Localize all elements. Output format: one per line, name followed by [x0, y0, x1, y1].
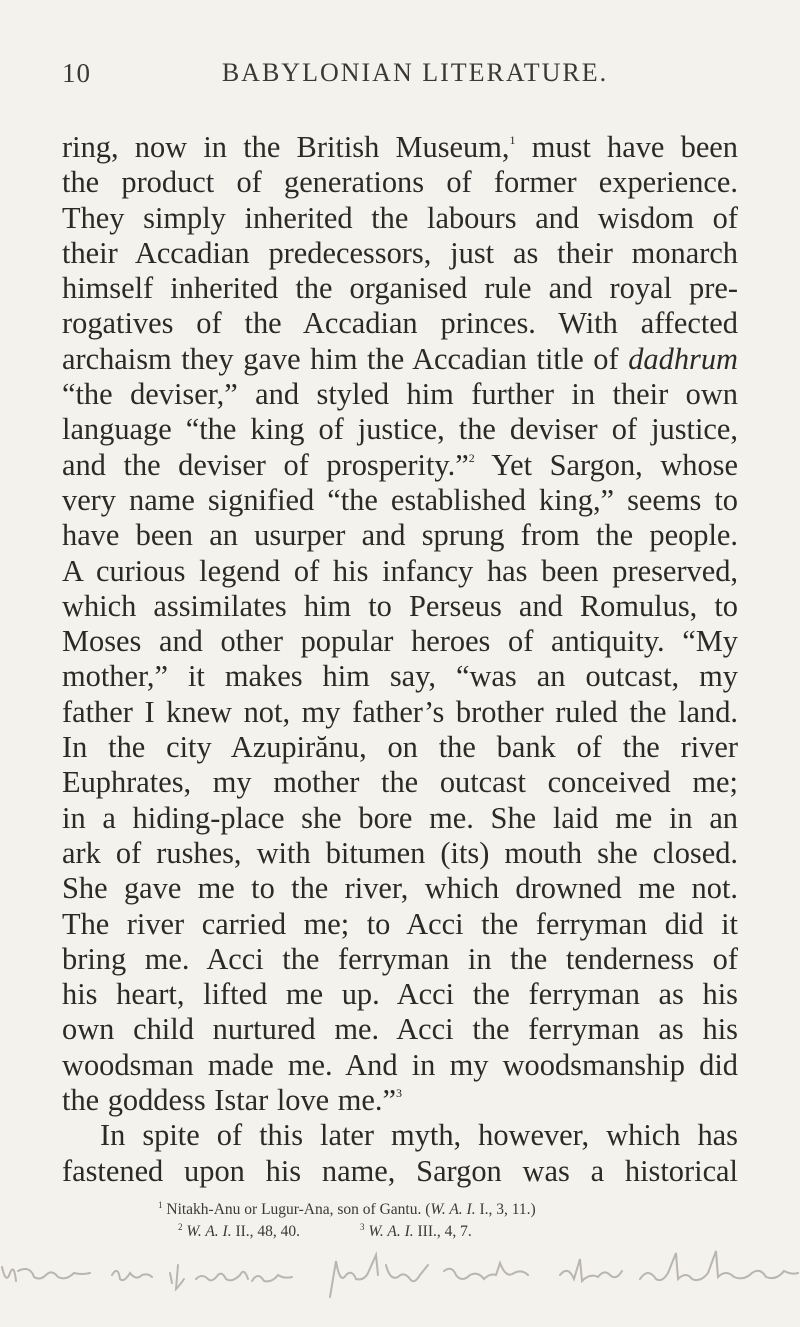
text-line-8: “the deviser,” and styled him further in their own: [62, 377, 738, 412]
text-line-30: fastened upon his name, Sargon was a historical: [62, 1153, 738, 1188]
text-line-27: woodsman made me. And in my woodsmanship did: [62, 1047, 738, 1082]
footnote-2: $^2$ W. A. I. II., 48, 40.: [178, 1222, 301, 1240]
footnote-1: $^1$ Nitakh-Anu or Lugur-Ana, son of Gantu. (W. A. I. I., 3, 11.): [158, 1200, 536, 1218]
text-line-16: mother,” it makes him say, “was an outcast, my: [62, 659, 738, 694]
text-line-7: archaism they gave him the Accadian title of dadhrum: [62, 341, 738, 376]
text-line-17: father I knew not, my father’s brother ruled the land.: [62, 694, 738, 729]
text-line-4: their Accadian predecessors, just as their monarch: [62, 235, 738, 270]
text-line-2: the product of generations of former experience.: [62, 165, 738, 200]
running-head: BABYLONIAN LITERATURE.: [221, 58, 609, 87]
italic-term: dadhrum: [628, 341, 738, 376]
text-line-12: have been an usurper and sprung from the people.: [62, 518, 738, 553]
body-text: [62, 130, 738, 1189]
text-line-11: very name signified “the established king,” seems to: [62, 482, 738, 517]
text-line-10: and the deviser of prosperity.”$^2$ Yet Sargon, whose: [62, 447, 738, 482]
text-line-26: own child nurtured me. Acci the ferryman as his: [62, 1012, 738, 1047]
footnote-ref-2: 2: [468, 450, 475, 465]
handwritten-signature: [0, 1245, 800, 1305]
text-line-19: Euphrates, my mother the outcast conceived me;: [62, 765, 738, 800]
text-line-22: She gave me to the river, which drowned me not.: [62, 871, 738, 906]
text-line-18: In the city Azupirănu, on the bank of the river: [62, 730, 738, 765]
page-number: 10: [62, 58, 91, 88]
footnote-ref-3: 3: [395, 1086, 402, 1101]
text-line-5: himself inherited the organised rule and royal pre-: [62, 271, 738, 306]
text-line-20: in a hiding-place she bore me. She laid me in an: [62, 800, 738, 835]
page-header: [62, 58, 738, 98]
text-line-21: ark of rushes, with bitumen (its) mouth she closed.: [62, 835, 738, 870]
text-line-6: rogatives of the Accadian princes. With affected: [62, 306, 738, 341]
text-line-23: The river carried me; to Acci the ferryman did it: [62, 906, 738, 941]
footnote-ref-1: 1: [509, 133, 516, 147]
text-line-14: which assimilates him to Perseus and Romulus, to: [62, 588, 738, 623]
text-line-25: his heart, lifted me up. Acci the ferryman as his: [62, 977, 738, 1012]
text-line-15: Moses and other popular heroes of antiquity. “My: [62, 624, 738, 659]
text-line-29: In spite of this later myth, however, which has: [100, 1118, 738, 1153]
text-line-9: language “the king of justice, the deviser of justice,: [62, 412, 738, 447]
footnote-3: $^3$ W. A. I. III., 4, 7.: [360, 1222, 472, 1240]
text-line-28: the goddess Istar love me.”$^3$: [62, 1083, 402, 1118]
footnotes: [62, 1199, 738, 1243]
signature-scrawl: [0, 1245, 800, 1305]
text-line-1: ring, now in the British Museum,$^1$ must have been: [62, 130, 738, 164]
text-line-13: A curious legend of his infancy has been preserved,: [62, 553, 738, 588]
footnote-2-3: [62, 1221, 738, 1243]
text-line-3: They simply inherited the labours and wisdom of: [62, 200, 738, 235]
text-line-24: bring me. Acci the ferryman in the tenderness of: [62, 941, 738, 976]
